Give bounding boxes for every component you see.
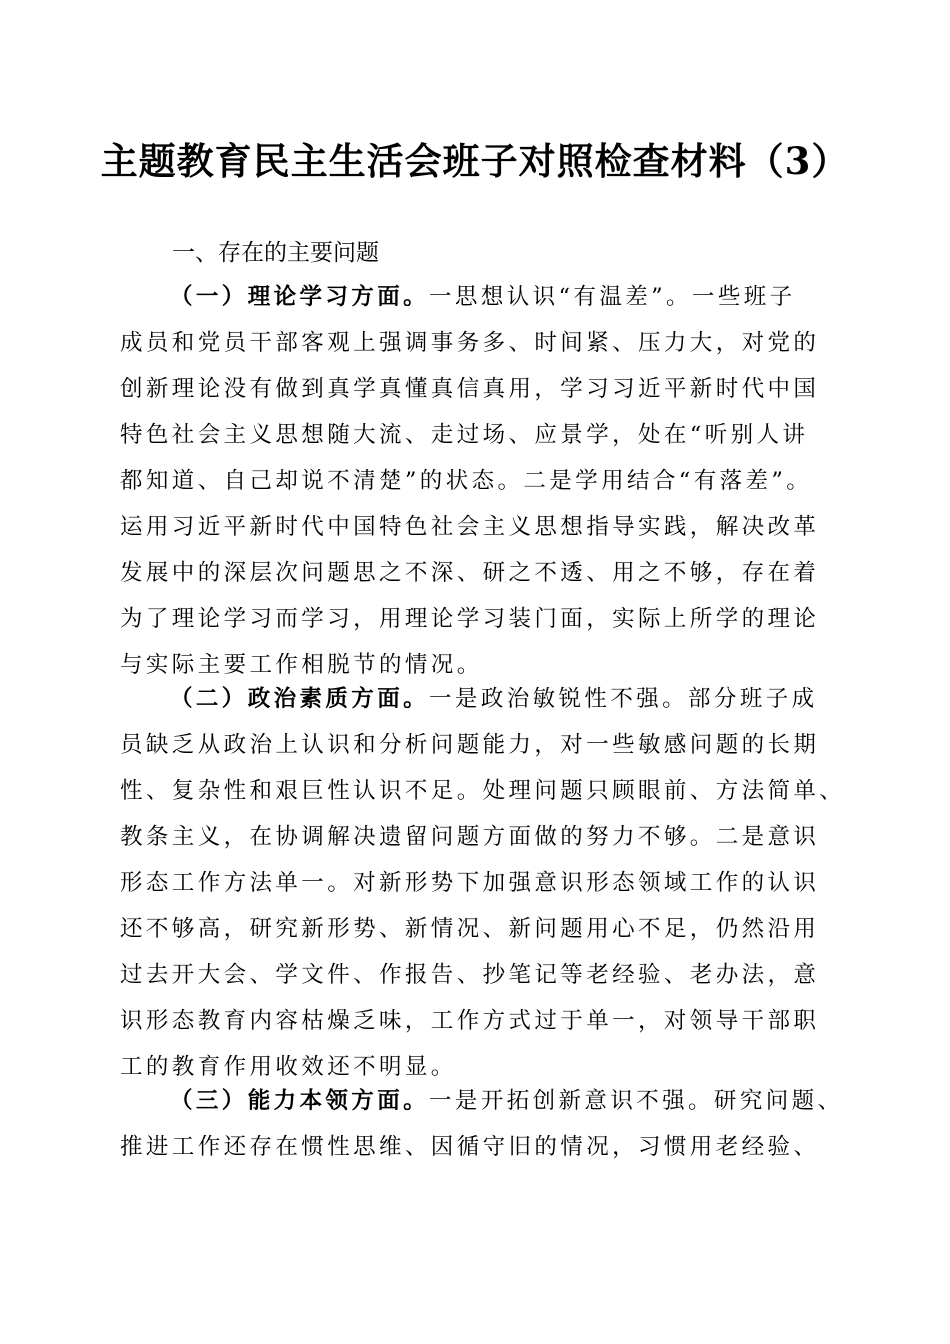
paragraph-subheading: （二）政治素质方面。 xyxy=(170,686,430,712)
paragraph-line xyxy=(120,1078,844,1124)
paragraph-line: 都知道、自己却说不清楚”的状态。二是学用结合“有落差”。 xyxy=(120,468,813,494)
paragraph-text: 一是政治敏锐性不强。部分班子成 xyxy=(429,686,818,712)
document-title: 主题教育民主生活会班子对照检查材料（3） xyxy=(100,139,850,183)
paragraph-line: 工的教育作用收效还不明显。 xyxy=(120,1054,457,1080)
paragraph-text: 一思想认识“有温差”。一些班子 xyxy=(429,284,796,310)
paragraph-line: 识形态教育内容枯燥乏味，工作方式过于单一，对领导干部职 xyxy=(120,1008,820,1034)
paragraph-line: 与实际主要工作相脱节的情况。 xyxy=(120,652,483,678)
paragraph-political-quality xyxy=(120,676,846,1090)
paragraph-line: 性、复杂性和艰巨性认识不足。处理问题只顾眼前、方法简单、 xyxy=(120,778,846,804)
paragraph-line: 员缺乏从政治上认识和分析问题能力，对一些敏感问题的长期 xyxy=(120,732,820,758)
paragraph-theory-study xyxy=(120,274,840,688)
section-heading: 一、存在的主要问题 xyxy=(172,240,379,266)
paragraph-line: 运用习近平新时代中国特色社会主义思想指导实践，解决改革 xyxy=(120,514,820,540)
paragraph-line: 特色社会主义思想随大流、走过场、应景学，处在“听别人讲 xyxy=(120,422,809,448)
paragraph-line: 过去开大会、学文件、作报告、抄笔记等老经验、老办法，意 xyxy=(120,962,820,988)
paragraph-line xyxy=(120,676,840,722)
paragraph-line: 发展中的深层次问题思之不深、研之不透、用之不够，存在着 xyxy=(120,560,820,586)
paragraph-line: 教条主义，在协调解决遗留问题方面做的努力不够。二是意识 xyxy=(120,824,820,850)
paragraph-line: 还不够高，研究新形势、新情况、新问题用心不足，仍然沿用 xyxy=(120,916,820,942)
paragraph-text: 一是开拓创新意识不强。研究问题、 xyxy=(429,1088,844,1114)
paragraph-line: 创新理论没有做到真学真懂真信真用，学习习近平新时代中国 xyxy=(120,376,820,402)
paragraph-capability xyxy=(120,1078,844,1170)
paragraph-subheading: （一）理论学习方面。 xyxy=(170,284,430,310)
paragraph-line: 推进工作还存在惯性思维、因循守旧的情况，习惯用老经验、 xyxy=(120,1134,820,1160)
paragraph-line xyxy=(120,274,840,320)
paragraph-line: 成员和党员干部客观上强调事务多、时间紧、压力大，对党的 xyxy=(120,330,820,356)
paragraph-subheading: （三）能力本领方面。 xyxy=(170,1088,430,1114)
paragraph-line: 形态工作方法单一。对新形势下加强意识形态领域工作的认识 xyxy=(120,870,820,896)
paragraph-line: 为了理论学习而学习，用理论学习装门面，实际上所学的理论 xyxy=(120,606,820,632)
